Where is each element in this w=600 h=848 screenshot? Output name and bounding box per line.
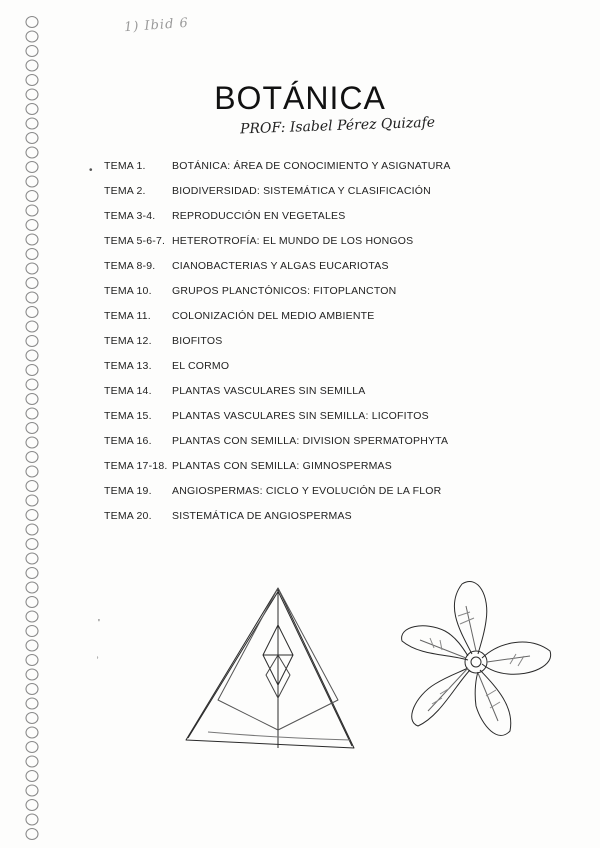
toc-topic: HETEROTROFÍA: EL MUNDO DE LOS HONGOS bbox=[172, 235, 414, 247]
binding-ring bbox=[26, 771, 38, 782]
page-title: BOTÁNICA bbox=[214, 80, 386, 116]
corner-handwritten-note: 1) Ibid 6 bbox=[123, 15, 190, 36]
toc-number: TEMA 19. bbox=[104, 485, 152, 497]
toc-topic: BIODIVERSIDAD: SISTEMÁTICA Y CLASIFICACIÓN bbox=[172, 185, 431, 197]
toc-number: TEMA 17-18. bbox=[104, 460, 168, 472]
margin-dot: • bbox=[89, 165, 93, 176]
toc-topic: PLANTAS VASCULARES SIN SEMILLA bbox=[172, 385, 366, 397]
toc-number: TEMA 8-9. bbox=[104, 260, 156, 272]
toc-topic: BOTÁNICA: ÁREA DE CONOCIMIENTO Y ASIGNATURA bbox=[172, 160, 451, 172]
toc-topic: ANGIOSPERMAS: CICLO Y EVOLUCIÓN DE LA FLOR bbox=[172, 485, 442, 497]
toc-row bbox=[0, 360, 500, 380]
margin-mark: ʾ bbox=[96, 656, 100, 667]
toc-row bbox=[0, 410, 500, 430]
toc-row bbox=[0, 210, 500, 230]
binding-ring bbox=[26, 756, 38, 767]
flower-sketch bbox=[390, 576, 560, 746]
toc-number: TEMA 20. bbox=[104, 510, 152, 522]
toc-topic: GRUPOS PLANCTÓNICOS: FITOPLANCTON bbox=[172, 285, 397, 297]
toc-topic: BIOFITOS bbox=[172, 335, 223, 347]
binding-ring bbox=[26, 147, 38, 158]
triangle-sketch bbox=[178, 580, 378, 765]
toc-row bbox=[0, 285, 500, 305]
toc-number: TEMA 16. bbox=[104, 435, 152, 447]
toc-row bbox=[0, 485, 500, 505]
toc-row bbox=[0, 260, 500, 280]
toc-topic: CIANOBACTERIAS Y ALGAS EUCARIOTAS bbox=[172, 260, 389, 272]
binding-ring bbox=[26, 800, 38, 811]
binding-ring bbox=[26, 553, 38, 564]
toc-number: TEMA 2. bbox=[104, 185, 146, 197]
drawings-area bbox=[0, 570, 600, 750]
binding-ring bbox=[26, 539, 38, 550]
binding-ring bbox=[26, 46, 38, 57]
toc-row bbox=[0, 160, 500, 180]
binding-ring bbox=[26, 118, 38, 129]
toc-row bbox=[0, 185, 500, 205]
toc-row bbox=[0, 235, 500, 255]
toc-topic: SISTEMÁTICA DE ANGIOSPERMAS bbox=[172, 510, 352, 522]
toc-row bbox=[0, 510, 500, 530]
toc-number: TEMA 5-6-7. bbox=[104, 235, 166, 247]
binding-ring bbox=[26, 31, 38, 42]
toc-topic: PLANTAS CON SEMILLA: DIVISION SPERMATOPHYTA bbox=[172, 435, 449, 447]
toc-number: TEMA 13. bbox=[104, 360, 152, 372]
toc-number: TEMA 10. bbox=[104, 285, 152, 297]
binding-ring bbox=[26, 60, 38, 71]
binding-ring bbox=[26, 17, 38, 28]
toc-topic: PLANTAS VASCULARES SIN SEMILLA: LICOFITOS bbox=[172, 410, 429, 422]
toc-row bbox=[0, 310, 500, 330]
toc-row bbox=[0, 335, 500, 355]
margin-mark: ' bbox=[98, 618, 100, 629]
toc-number: TEMA 15. bbox=[104, 410, 152, 422]
toc-topic: COLONIZACIÓN DEL MEDIO AMBIENTE bbox=[172, 310, 375, 322]
toc-number: TEMA 3-4. bbox=[104, 210, 156, 222]
toc-topic: EL CORMO bbox=[172, 360, 230, 372]
binding-ring bbox=[26, 829, 38, 840]
toc-topic: PLANTAS CON SEMILLA: GIMNOSPERMAS bbox=[172, 460, 392, 472]
toc-topic: REPRODUCCIÓN EN VEGETALES bbox=[172, 210, 346, 222]
toc-row bbox=[0, 460, 500, 480]
binding-ring bbox=[26, 785, 38, 796]
toc-number: TEMA 12. bbox=[104, 335, 152, 347]
toc-row bbox=[0, 385, 500, 405]
toc-number: TEMA 1. bbox=[104, 160, 146, 172]
professor-signature: PROF: Isabel Pérez Quizafe bbox=[239, 114, 436, 138]
binding-ring bbox=[26, 814, 38, 825]
toc-number: TEMA 14. bbox=[104, 385, 152, 397]
toc-number: TEMA 11. bbox=[104, 310, 151, 322]
toc-row bbox=[0, 435, 500, 455]
binding-ring bbox=[26, 133, 38, 144]
